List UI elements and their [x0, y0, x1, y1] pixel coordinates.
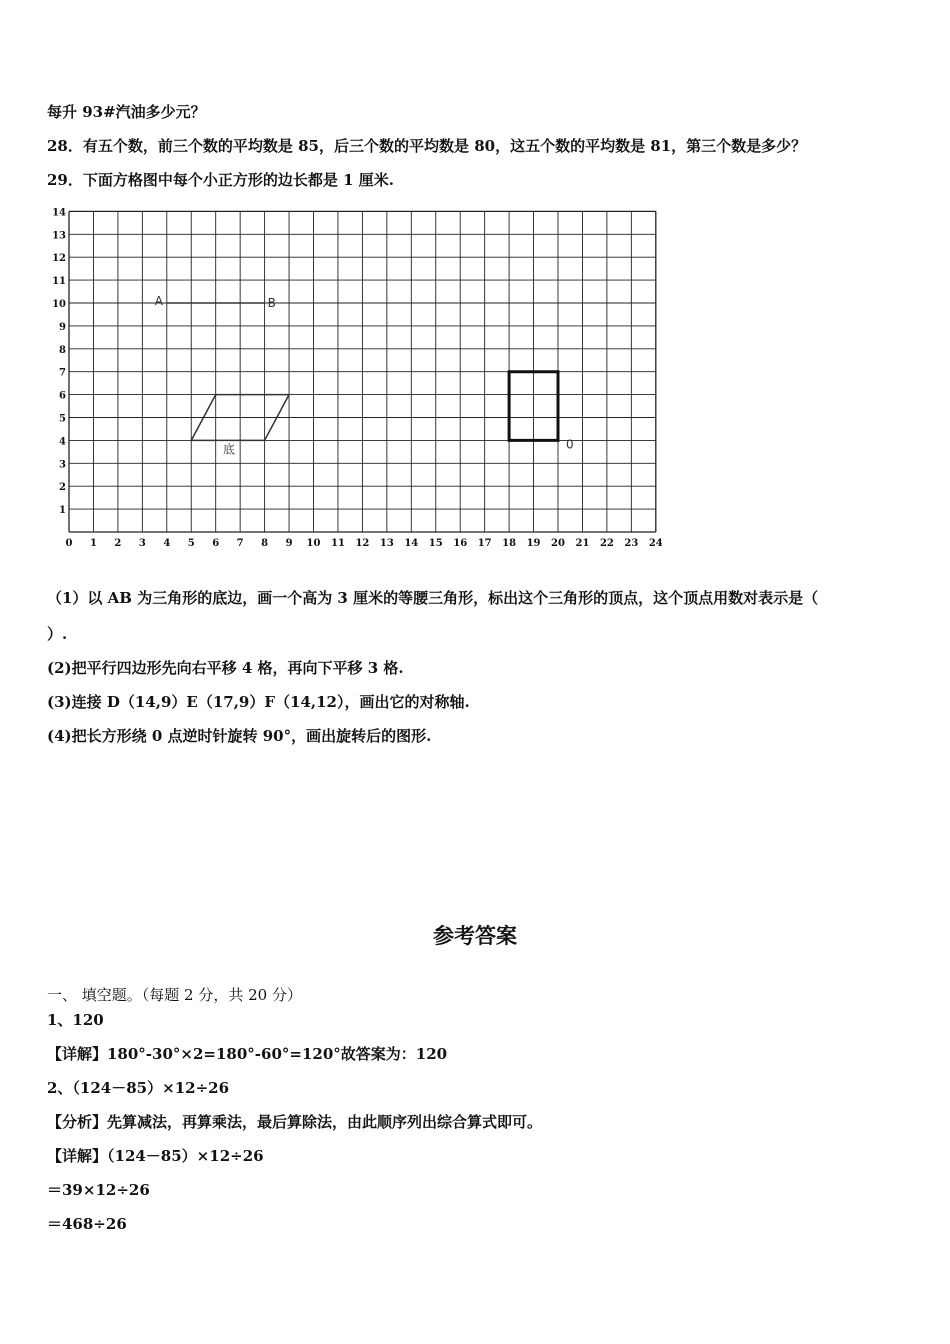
point-a-label: A — [154, 294, 164, 308]
q27-tail-text: 每升 93#汽油多少元？ — [47, 103, 206, 121]
coordinate-grid — [40, 200, 670, 560]
y-tick-label: 10 — [52, 299, 66, 310]
x-tick-label: 14 — [404, 538, 419, 549]
sub-question-3: (3)连接 D（14,9）E（17,9）F（14,12），画出它的对称轴. — [47, 693, 470, 711]
y-tick-label: 3 — [59, 459, 66, 471]
question-28: 28．有五个数，前三个数的平均数是 85，后三个数的平均数是 80，这五个数的平均数是 81，第三个数是多少？ — [47, 137, 807, 155]
x-tick-label: 6 — [212, 538, 220, 549]
x-tick-label: 19 — [526, 538, 541, 549]
x-tick-label: 16 — [453, 538, 468, 549]
x-tick-label: 9 — [285, 538, 293, 549]
y-tick-label: 6 — [59, 390, 66, 402]
answer-2-step-2: ＝468÷26 — [47, 1215, 127, 1233]
x-tick-label: 3 — [138, 538, 146, 549]
answer-1-detail: 【详解】180°-30°×2=180°-60°=120°故答案为：120 — [47, 1045, 448, 1063]
y-tick-label: 11 — [52, 276, 66, 288]
point-o-label: 0 — [566, 437, 574, 452]
y-tick-label: 8 — [59, 344, 66, 356]
x-tick-label: 10 — [306, 538, 321, 549]
answer-2: 2、（124－85）×12÷26 — [47, 1079, 230, 1097]
y-tick-label: 12 — [52, 253, 66, 265]
y-tick-label: 2 — [59, 482, 66, 494]
x-tick-label: 1 — [89, 538, 97, 549]
y-tick-label: 7 — [59, 367, 66, 379]
sub-question-4: (4)把长方形绕 0 点逆时针旋转 90°，画出旋转后的图形. — [47, 727, 432, 745]
x-tick-label: 22 — [599, 538, 614, 549]
answer-2-step-1: ＝39×12÷26 — [47, 1181, 150, 1199]
answer-2-detail: 【详解】（124－85）×12÷26 — [47, 1147, 264, 1165]
sub-question-1a: （1）以 AB 为三角形的底边，画一个高为 3 厘米的等腰三角形，标出这个三角形的顶点，这个顶点用数对表示是（ — [47, 589, 819, 607]
x-tick-label: 21 — [575, 538, 590, 549]
y-tick-label: 4 — [59, 436, 66, 448]
x-tick-label: 12 — [355, 538, 370, 549]
x-tick-label: 18 — [502, 538, 517, 549]
x-tick-label: 5 — [187, 538, 195, 549]
x-tick-label: 7 — [236, 538, 244, 549]
y-tick-label: 14 — [52, 207, 66, 219]
x-tick-label: 2 — [114, 538, 122, 549]
question-29: 29．下面方格图中每个小正方形的边长都是 1 厘米. — [47, 171, 394, 189]
y-tick-label: 1 — [59, 505, 66, 517]
answer-section-1: 一、 填空题。（每题 2 分，共 20 分） — [47, 986, 302, 1004]
sub-question-2: (2)把平行四边形先向右平移 4 格，再向下平移 3 格. — [47, 659, 404, 677]
x-tick-label: 23 — [624, 538, 639, 549]
x-tick-label: 0 — [65, 538, 73, 549]
base-label: 底 — [223, 442, 236, 457]
x-tick-label: 4 — [163, 538, 171, 549]
x-tick-label: 13 — [379, 538, 394, 549]
x-tick-label: 8 — [261, 538, 269, 549]
x-tick-label: 11 — [330, 538, 345, 549]
y-tick-label: 13 — [52, 230, 66, 242]
grid-figure — [40, 200, 670, 560]
x-tick-label: 17 — [477, 538, 492, 549]
answer-1: 1、120 — [47, 1011, 104, 1029]
x-tick-label: 24 — [648, 538, 663, 549]
answer-2-analysis: 【分析】先算减法，再算乘法，最后算除法，由此顺序列出综合算式即可。 — [47, 1113, 543, 1131]
x-tick-label: 20 — [551, 538, 565, 549]
point-b-label: B — [267, 296, 276, 310]
y-tick-label: 5 — [59, 413, 66, 425]
answer-title: 参考答案 — [433, 923, 517, 948]
sub-question-1b: ）. — [47, 625, 68, 643]
y-tick-label: 9 — [59, 321, 66, 333]
x-tick-label: 15 — [428, 538, 443, 549]
